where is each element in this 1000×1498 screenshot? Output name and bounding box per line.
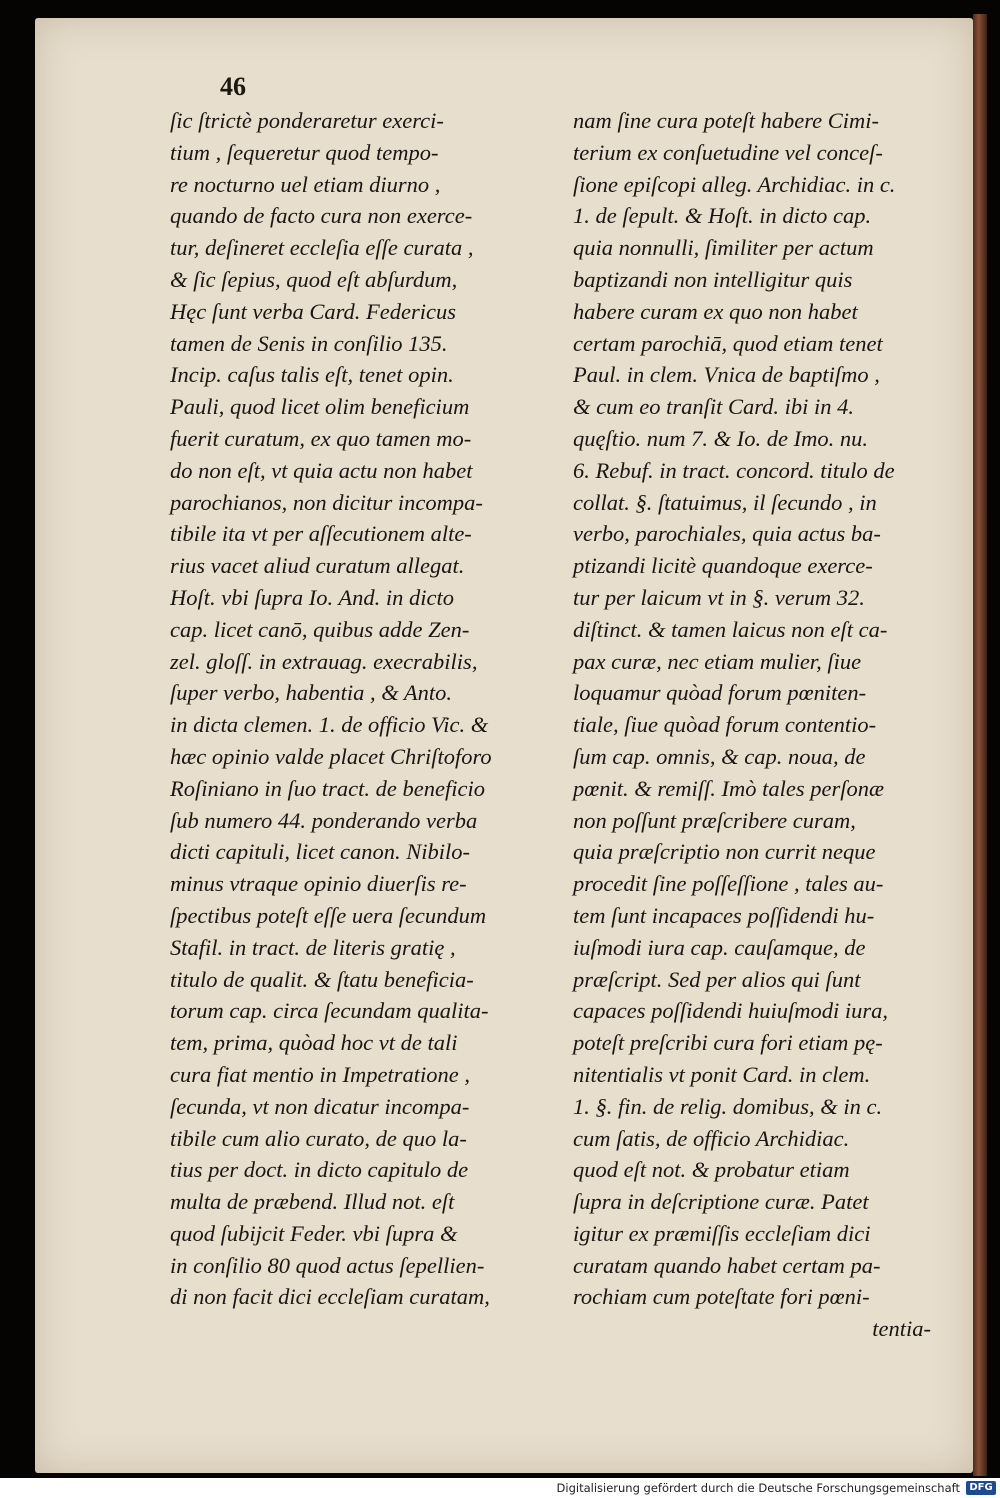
left-column-line: tur, deſineret eccleſia eſſe curata , bbox=[170, 235, 474, 261]
left-column-line: fuerit curatum, ex quo tamen mo- bbox=[170, 425, 472, 451]
left-column-line: & ſic ſepius, quod eſt abſurdum, bbox=[170, 266, 458, 292]
right-column-line: certam parochiā, quod etiam tenet bbox=[573, 330, 883, 356]
right-column-line: quia præſcriptio non currit neque bbox=[573, 839, 876, 865]
right-column-line: habere curam ex quo non habet bbox=[573, 298, 858, 324]
catchword: tentia- bbox=[872, 1316, 931, 1342]
right-column-line: Paul. in clem. Vnica de baptiſmo , bbox=[573, 362, 880, 388]
left-column-line: quando de facto cura non exerce- bbox=[170, 203, 473, 229]
left-column-line: cura fiat mentio in Impetratione , bbox=[170, 1061, 470, 1087]
left-column-line: tium , ſequeretur quod tempo- bbox=[170, 139, 439, 165]
left-column-line: tibile ita vt per aſſecutionem alte- bbox=[170, 521, 472, 547]
right-column-line: procedit ſine poſſeſſione , tales au- bbox=[573, 871, 884, 897]
left-column-line: do non eſt, vt quia actu non habet bbox=[170, 457, 473, 483]
left-column-line: zel. gloſſ. in extrauag. execrabilis, bbox=[170, 648, 478, 674]
right-column-line: quod eſt not. & probatur etiam bbox=[573, 1157, 850, 1183]
left-column-line: di non facit dici eccleſiam curatam, bbox=[170, 1284, 490, 1310]
right-column-line: quęſtio. num 7. & Io. de Imo. nu. bbox=[573, 425, 868, 451]
right-column-line: ſum cap. omnis, & cap. noua, de bbox=[573, 743, 866, 769]
left-column-line: Stafil. in tract. de literis gratię , bbox=[170, 934, 456, 960]
right-column-line: diſtinct. & tamen laicus non eſt ca- bbox=[573, 616, 888, 642]
left-column-line: parochianos, non dicitur incompa- bbox=[170, 489, 483, 515]
right-column-line: curatam quando habet certam pa- bbox=[573, 1252, 881, 1278]
right-column-line: tur per laicum vt in §. verum 32. bbox=[573, 584, 865, 610]
right-column-line: rochiam cum poteſtate fori pœni- bbox=[573, 1284, 870, 1310]
left-column-line: rius vacet aliud curatum allegat. bbox=[170, 553, 465, 579]
left-column-line: dicti capituli, licet canon. Nibilo- bbox=[170, 839, 470, 865]
right-column-line: quia nonnulli, ſimiliter per actum bbox=[573, 235, 874, 261]
left-column-line: re nocturno uel etiam diurno , bbox=[170, 171, 441, 197]
left-column-line: Roſiniano in ſuo tract. de beneficio bbox=[170, 775, 485, 801]
left-column-line: ſecunda, vt non dicatur incompa- bbox=[170, 1093, 470, 1119]
text-column-left bbox=[170, 105, 548, 1313]
right-column-line: pœnit. & remiſſ. Imò tales perſonæ bbox=[573, 775, 885, 801]
right-column-line: tem ſunt incapaces poſſidendi hu- bbox=[573, 902, 875, 928]
right-column-line: 6. Rebuf. in tract. concord. titulo de bbox=[573, 457, 895, 483]
left-column-line: Hoſt. vbi ſupra Io. And. in dicto bbox=[170, 584, 454, 610]
left-column-line: Incip. caſus talis eſt, tenet opin. bbox=[170, 362, 454, 388]
left-column-line: Hęc ſunt verba Card. Federicus bbox=[170, 298, 456, 324]
right-column-line: ptizandi licitè quandoque exerce- bbox=[573, 553, 873, 579]
right-column-line: ſupra in deſcriptione curæ. Patet bbox=[573, 1189, 869, 1215]
right-column-line: nam ſine cura poteſt habere Cimi- bbox=[573, 108, 879, 133]
left-column-line: ſic ſtrictè ponderaretur exerci- bbox=[170, 108, 444, 133]
right-column-line: 1. §. fin. de relig. domibus, & in c. bbox=[573, 1093, 883, 1119]
left-column-line: tamen de Senis in conſilio 135. bbox=[170, 330, 448, 356]
left-column-line: tius per doct. in dicto capitulo de bbox=[170, 1157, 469, 1183]
right-column-line: igitur ex præmiſſis eccleſiam dici bbox=[573, 1220, 871, 1246]
right-column-line: & cum eo tranſit Card. ibi in 4. bbox=[573, 394, 855, 420]
footer-bar bbox=[0, 1478, 1000, 1498]
right-column-line: pax curæ, nec etiam mulier, ſiue bbox=[573, 648, 862, 674]
page-number: 46 bbox=[220, 72, 246, 101]
right-column-line: poteſt preſcribi cura fori etiam pę- bbox=[573, 1030, 883, 1056]
right-column-line: iuſmodi iura cap. cauſamque, de bbox=[573, 934, 866, 960]
left-column-line: tibile cum alio curato, de quo la- bbox=[170, 1125, 467, 1151]
left-column-line: ſpectibus poteſt eſſe uera ſecundum bbox=[170, 902, 487, 928]
right-column-line: cum ſatis, de officio Archidiac. bbox=[573, 1125, 850, 1151]
left-column-line: quod ſubijcit Feder. vbi ſupra & bbox=[170, 1220, 458, 1246]
right-column-line: tiale, ſiue quòad forum contentio- bbox=[573, 712, 877, 738]
right-column-line: capaces poſſidendi huiuſmodi iura, bbox=[573, 998, 888, 1024]
right-column-line: ſione epiſcopi alleg. Archidiac. in c. bbox=[573, 171, 896, 197]
left-column-line: hæc opinio valde placet Chriſtoforo bbox=[170, 743, 492, 769]
dfg-logo: DFG bbox=[966, 1481, 996, 1495]
left-column-line: cap. licet canō, quibus adde Zen- bbox=[170, 616, 470, 642]
left-column-line: multa de præbend. Illud not. eſt bbox=[170, 1189, 455, 1215]
right-column-line: terium ex conſuetudine vel conceſ- bbox=[573, 139, 883, 165]
left-column-line: Pauli, quod licet olim beneficium bbox=[170, 394, 470, 420]
left-column-line: titulo de qualit. & ſtatu beneficia- bbox=[170, 966, 474, 992]
right-column-line: collat. §. ſtatuimus, il ſecundo , in bbox=[573, 489, 877, 515]
left-column-line: in conſilio 80 quod actus ſepellien- bbox=[170, 1252, 485, 1278]
left-column-line: ſuper verbo, habentia , & Anto. bbox=[170, 680, 453, 706]
left-column-line: torum cap. circa ſecundam qualita- bbox=[170, 998, 489, 1024]
right-column-line: verbo, parochiales, quia actus ba- bbox=[573, 521, 881, 547]
left-column-line: in dicta clemen. 1. de officio Vic. & bbox=[170, 712, 489, 738]
right-column-line: baptizandi non intelligitur quis bbox=[573, 266, 853, 292]
right-column-line: loquamur quòad forum pœniten- bbox=[573, 680, 867, 706]
book-edge bbox=[973, 14, 987, 1476]
funding-notice: Digitalisierung gefördert durch die Deutsche Forschungsgemeinschaft bbox=[556, 1481, 960, 1495]
right-column-line: nitentialis vt ponit Card. in clem. bbox=[573, 1061, 871, 1087]
left-column-line: ſub numero 44. ponderando verba bbox=[170, 807, 478, 833]
right-column-line: non poſſunt præſcribere curam, bbox=[573, 807, 856, 833]
left-column-line: minus vtraque opinio diuerſis re- bbox=[170, 871, 467, 897]
left-column-line: tem, prima, quòad hoc vt de tali bbox=[170, 1030, 458, 1056]
right-column-line: præſcript. Sed per alios qui ſunt bbox=[573, 966, 861, 992]
text-column-right bbox=[573, 105, 941, 1345]
right-column-line: 1. de ſepult. & Hoſt. in dicto cap. bbox=[573, 203, 872, 229]
